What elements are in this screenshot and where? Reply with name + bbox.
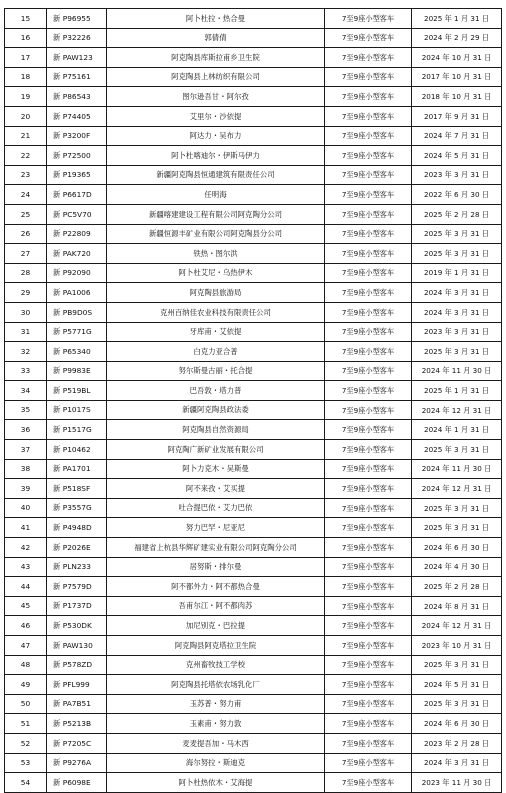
expiry-date-cell: 2025 年 3 月 31 日 bbox=[412, 440, 502, 460]
plate-number-cell: 新 P6098E bbox=[47, 773, 107, 793]
expiry-date-cell: 2023 年 3 月 31 日 bbox=[412, 165, 502, 185]
vehicle-type-cell: 7至9座小型客车 bbox=[325, 146, 412, 166]
expiry-date-cell: 2025 年 3 月 31 日 bbox=[412, 518, 502, 538]
expiry-date-cell: 2023 年 2 月 28 日 bbox=[412, 733, 502, 753]
vehicle-type-cell: 7至9座小型客车 bbox=[325, 773, 412, 793]
vehicle-type-cell: 7至9座小型客车 bbox=[325, 538, 412, 558]
expiry-date-cell: 2025 年 3 月 31 日 bbox=[412, 694, 502, 714]
vehicle-type-cell: 7至9座小型客车 bbox=[325, 106, 412, 126]
plate-number-cell: 新 PAW130 bbox=[47, 636, 107, 656]
row-number-cell: 34 bbox=[5, 381, 47, 401]
expiry-date-cell: 2025 年 2 月 28 日 bbox=[412, 204, 502, 224]
plate-number-cell: 新 P3557G bbox=[47, 498, 107, 518]
row-number-cell: 26 bbox=[5, 224, 47, 244]
vehicle-type-cell: 7至9座小型客车 bbox=[325, 87, 412, 107]
table-row bbox=[5, 479, 502, 499]
table-row bbox=[5, 655, 502, 675]
table-row bbox=[5, 518, 502, 538]
table-row bbox=[5, 244, 502, 264]
owner-name-cell: 新疆喀建建设工程有限公司阿克陶分公司 bbox=[107, 204, 325, 224]
plate-number-cell: 新 PA1701 bbox=[47, 459, 107, 479]
owner-name-cell: 阿卜杜艾尼・乌热伊木 bbox=[107, 263, 325, 283]
table-row bbox=[5, 283, 502, 303]
owner-name-cell: 吐合提巴依・艾力巴依 bbox=[107, 498, 325, 518]
owner-name-cell: 阿克陶广新矿业发展有限公司 bbox=[107, 440, 325, 460]
owner-name-cell: 阿不都外力・阿不都热合曼 bbox=[107, 577, 325, 597]
row-number-cell: 44 bbox=[5, 577, 47, 597]
owner-name-cell: 图尔逊吾甘・阿尔孜 bbox=[107, 87, 325, 107]
owner-name-cell: 努尔斯曼古丽・托合提 bbox=[107, 361, 325, 381]
owner-name-cell: 加尼别克・巴拉提 bbox=[107, 616, 325, 636]
owner-name-cell: 阿不来孜・艾买提 bbox=[107, 479, 325, 499]
table-row bbox=[5, 126, 502, 146]
vehicle-type-cell: 7至9座小型客车 bbox=[325, 733, 412, 753]
row-number-cell: 20 bbox=[5, 106, 47, 126]
plate-number-cell: 新 P1517G bbox=[47, 420, 107, 440]
vehicle-type-cell: 7至9座小型客车 bbox=[325, 459, 412, 479]
plate-number-cell: 新 P530DK bbox=[47, 616, 107, 636]
owner-name-cell: 福建省上杭县华辉矿建实业有限公司阿克陶分公司 bbox=[107, 538, 325, 558]
row-number-cell: 25 bbox=[5, 204, 47, 224]
plate-number-cell: 新 P1017S bbox=[47, 400, 107, 420]
table-row bbox=[5, 733, 502, 753]
owner-name-cell: 白克力亚合普 bbox=[107, 342, 325, 362]
expiry-date-cell: 2025 年 1 月 31 日 bbox=[412, 381, 502, 401]
vehicle-type-cell: 7至9座小型客车 bbox=[325, 420, 412, 440]
owner-name-cell: 新疆阿克陶县政法委 bbox=[107, 400, 325, 420]
owner-name-cell: 阿克陶县阿克塔拉卫生院 bbox=[107, 636, 325, 656]
row-number-cell: 24 bbox=[5, 185, 47, 205]
table-row bbox=[5, 322, 502, 342]
plate-number-cell: 新 P74405 bbox=[47, 106, 107, 126]
row-number-cell: 18 bbox=[5, 67, 47, 87]
table-row bbox=[5, 420, 502, 440]
expiry-date-cell: 2018 年 10 月 31 日 bbox=[412, 87, 502, 107]
expiry-date-cell: 2024 年 3 月 31 日 bbox=[412, 302, 502, 322]
row-number-cell: 37 bbox=[5, 440, 47, 460]
table-row bbox=[5, 302, 502, 322]
table-row bbox=[5, 87, 502, 107]
owner-name-cell: 任明海 bbox=[107, 185, 325, 205]
vehicle-type-cell: 7至9座小型客车 bbox=[325, 753, 412, 773]
owner-name-cell: 阿卜杜热依木・艾海提 bbox=[107, 773, 325, 793]
owner-name-cell: 艾里尔・沙依提 bbox=[107, 106, 325, 126]
table-row bbox=[5, 48, 502, 68]
expiry-date-cell: 2024 年 4 月 30 日 bbox=[412, 557, 502, 577]
vehicle-type-cell: 7至9座小型客车 bbox=[325, 302, 412, 322]
table-row bbox=[5, 263, 502, 283]
vehicle-type-cell: 7至9座小型客车 bbox=[325, 322, 412, 342]
plate-number-cell: 新 P22809 bbox=[47, 224, 107, 244]
plate-number-cell: 新 P7579D bbox=[47, 577, 107, 597]
plate-number-cell: 新 P75161 bbox=[47, 67, 107, 87]
owner-name-cell: 努力巴罕・尼亚尼 bbox=[107, 518, 325, 538]
row-number-cell: 32 bbox=[5, 342, 47, 362]
plate-number-cell: 新 P519BL bbox=[47, 381, 107, 401]
owner-name-cell: 郭倩倩 bbox=[107, 28, 325, 48]
plate-number-cell: 新 P4948D bbox=[47, 518, 107, 538]
expiry-date-cell: 2023 年 11 月 30 日 bbox=[412, 773, 502, 793]
plate-number-cell: 新 P2026E bbox=[47, 538, 107, 558]
plate-number-cell: 新 P1737D bbox=[47, 596, 107, 616]
table-row bbox=[5, 400, 502, 420]
vehicle-type-cell: 7至9座小型客车 bbox=[325, 244, 412, 264]
vehicle-type-cell: 7至9座小型客车 bbox=[325, 400, 412, 420]
expiry-date-cell: 2023 年 10 月 31 日 bbox=[412, 636, 502, 656]
row-number-cell: 41 bbox=[5, 518, 47, 538]
table-row bbox=[5, 342, 502, 362]
plate-number-cell: 新 P6617D bbox=[47, 185, 107, 205]
owner-name-cell: 阿克陶县托塔依农场乳化厂 bbox=[107, 675, 325, 695]
row-number-cell: 43 bbox=[5, 557, 47, 577]
owner-name-cell: 巴吾敦・塔力普 bbox=[107, 381, 325, 401]
plate-number-cell: 新 P32226 bbox=[47, 28, 107, 48]
expiry-date-cell: 2023 年 3 月 31 日 bbox=[412, 322, 502, 342]
plate-number-cell: 新 P65340 bbox=[47, 342, 107, 362]
plate-number-cell: 新 PB9D0S bbox=[47, 302, 107, 322]
vehicle-type-cell: 7至9座小型客车 bbox=[325, 596, 412, 616]
owner-name-cell: 阿克陶县自然资源局 bbox=[107, 420, 325, 440]
vehicle-type-cell: 7至9座小型客车 bbox=[325, 381, 412, 401]
plate-number-cell: 新 P96955 bbox=[47, 9, 107, 29]
table-row bbox=[5, 753, 502, 773]
expiry-date-cell: 2017 年 10 月 31 日 bbox=[412, 67, 502, 87]
expiry-date-cell: 2022 年 6 月 30 日 bbox=[412, 185, 502, 205]
expiry-date-cell: 2024 年 12 月 31 日 bbox=[412, 479, 502, 499]
vehicle-type-cell: 7至9座小型客车 bbox=[325, 440, 412, 460]
table-row bbox=[5, 440, 502, 460]
owner-name-cell: 克州百纳佳农业科技有限责任公司 bbox=[107, 302, 325, 322]
vehicle-type-cell: 7至9座小型客车 bbox=[325, 616, 412, 636]
row-number-cell: 33 bbox=[5, 361, 47, 381]
plate-number-cell: 新 P518SF bbox=[47, 479, 107, 499]
vehicle-type-cell: 7至9座小型客车 bbox=[325, 577, 412, 597]
owner-name-cell: 铁热・图尔洪 bbox=[107, 244, 325, 264]
vehicle-type-cell: 7至9座小型客车 bbox=[325, 636, 412, 656]
expiry-date-cell: 2025 年 3 月 31 日 bbox=[412, 342, 502, 362]
table-row bbox=[5, 577, 502, 597]
vehicle-type-cell: 7至9座小型客车 bbox=[325, 67, 412, 87]
row-number-cell: 16 bbox=[5, 28, 47, 48]
vehicle-type-cell: 7至9座小型客车 bbox=[325, 126, 412, 146]
expiry-date-cell: 2024 年 11 月 30 日 bbox=[412, 361, 502, 381]
expiry-date-cell: 2024 年 12 月 31 日 bbox=[412, 400, 502, 420]
vehicle-type-cell: 7至9座小型客车 bbox=[325, 165, 412, 185]
vehicle-type-cell: 7至9座小型客车 bbox=[325, 518, 412, 538]
table-row bbox=[5, 146, 502, 166]
table-row bbox=[5, 498, 502, 518]
expiry-date-cell: 2024 年 3 月 31 日 bbox=[412, 283, 502, 303]
vehicle-type-cell: 7至9座小型客车 bbox=[325, 714, 412, 734]
row-number-cell: 27 bbox=[5, 244, 47, 264]
table-row bbox=[5, 165, 502, 185]
vehicle-type-cell: 7至9座小型客车 bbox=[325, 283, 412, 303]
row-number-cell: 52 bbox=[5, 733, 47, 753]
plate-number-cell: 新 P10462 bbox=[47, 440, 107, 460]
owner-name-cell: 麦麦提吾加・马木西 bbox=[107, 733, 325, 753]
expiry-date-cell: 2019 年 1 月 31 日 bbox=[412, 263, 502, 283]
table-row bbox=[5, 557, 502, 577]
owner-name-cell: 玉苏普・努力甫 bbox=[107, 694, 325, 714]
expiry-date-cell: 2024 年 10 月 31 日 bbox=[412, 48, 502, 68]
vehicle-type-cell: 7至9座小型客车 bbox=[325, 479, 412, 499]
expiry-date-cell: 2024 年 8 月 31 日 bbox=[412, 596, 502, 616]
vehicle-type-cell: 7至9座小型客车 bbox=[325, 185, 412, 205]
owner-name-cell: 居努斯・排尔曼 bbox=[107, 557, 325, 577]
expiry-date-cell: 2017 年 9 月 31 日 bbox=[412, 106, 502, 126]
vehicle-type-cell: 7至9座小型客车 bbox=[325, 28, 412, 48]
expiry-date-cell: 2024 年 5 月 31 日 bbox=[412, 675, 502, 695]
table-row bbox=[5, 106, 502, 126]
row-number-cell: 36 bbox=[5, 420, 47, 440]
plate-number-cell: 新 PAW123 bbox=[47, 48, 107, 68]
plate-number-cell: 新 P5771G bbox=[47, 322, 107, 342]
plate-number-cell: 新 P19365 bbox=[47, 165, 107, 185]
vehicle-type-cell: 7至9座小型客车 bbox=[325, 557, 412, 577]
row-number-cell: 45 bbox=[5, 596, 47, 616]
plate-number-cell: 新 P86543 bbox=[47, 87, 107, 107]
row-number-cell: 48 bbox=[5, 655, 47, 675]
plate-number-cell: 新 P9276A bbox=[47, 753, 107, 773]
row-number-cell: 53 bbox=[5, 753, 47, 773]
table-row bbox=[5, 361, 502, 381]
row-number-cell: 54 bbox=[5, 773, 47, 793]
owner-name-cell: 新疆阿克陶县恒通建筑有限责任公司 bbox=[107, 165, 325, 185]
vehicle-type-cell: 7至9座小型客车 bbox=[325, 224, 412, 244]
expiry-date-cell: 2024 年 6 月 30 日 bbox=[412, 538, 502, 558]
owner-name-cell: 牙库甫・艾依提 bbox=[107, 322, 325, 342]
owner-name-cell: 阿卜杜喀迪尔・伊斯马伊力 bbox=[107, 146, 325, 166]
table-row bbox=[5, 28, 502, 48]
expiry-date-cell: 2025 年 3 月 31 日 bbox=[412, 498, 502, 518]
vehicle-type-cell: 7至9座小型客车 bbox=[325, 263, 412, 283]
vehicle-type-cell: 7至9座小型客车 bbox=[325, 204, 412, 224]
owner-name-cell: 阿卜力克木・吴斯曼 bbox=[107, 459, 325, 479]
vehicle-type-cell: 7至9座小型客车 bbox=[325, 498, 412, 518]
table-row bbox=[5, 9, 502, 29]
plate-number-cell: 新 PAK720 bbox=[47, 244, 107, 264]
expiry-date-cell: 2024 年 3 月 31 日 bbox=[412, 753, 502, 773]
expiry-date-cell: 2024 年 5 月 31 日 bbox=[412, 146, 502, 166]
row-number-cell: 35 bbox=[5, 400, 47, 420]
row-number-cell: 28 bbox=[5, 263, 47, 283]
expiry-date-cell: 2025 年 3 月 31 日 bbox=[412, 655, 502, 675]
row-number-cell: 50 bbox=[5, 694, 47, 714]
owner-name-cell: 克州畜牧技工学校 bbox=[107, 655, 325, 675]
row-number-cell: 39 bbox=[5, 479, 47, 499]
plate-number-cell: 新 P5213B bbox=[47, 714, 107, 734]
row-number-cell: 46 bbox=[5, 616, 47, 636]
vehicle-type-cell: 7至9座小型客车 bbox=[325, 361, 412, 381]
table-row bbox=[5, 204, 502, 224]
table-row bbox=[5, 694, 502, 714]
plate-number-cell: 新 P3200F bbox=[47, 126, 107, 146]
row-number-cell: 51 bbox=[5, 714, 47, 734]
table-row bbox=[5, 616, 502, 636]
owner-name-cell: 阿克陶县上林纺织有限公司 bbox=[107, 67, 325, 87]
table-row bbox=[5, 596, 502, 616]
table-row bbox=[5, 538, 502, 558]
table-row bbox=[5, 636, 502, 656]
expiry-date-cell: 2024 年 6 月 30 日 bbox=[412, 714, 502, 734]
expiry-date-cell: 2024 年 12 月 31 日 bbox=[412, 616, 502, 636]
expiry-date-cell: 2024 年 2 月 29 日 bbox=[412, 28, 502, 48]
table-row bbox=[5, 381, 502, 401]
row-number-cell: 17 bbox=[5, 48, 47, 68]
expiry-date-cell: 2025 年 2 月 28 日 bbox=[412, 577, 502, 597]
owner-name-cell: 阿达力・吴布力 bbox=[107, 126, 325, 146]
row-number-cell: 19 bbox=[5, 87, 47, 107]
owner-name-cell: 吾甫尔江・阿不都肉苏 bbox=[107, 596, 325, 616]
table-row bbox=[5, 675, 502, 695]
vehicle-type-cell: 7至9座小型客车 bbox=[325, 9, 412, 29]
row-number-cell: 21 bbox=[5, 126, 47, 146]
plate-number-cell: 新 P9983E bbox=[47, 361, 107, 381]
row-number-cell: 30 bbox=[5, 302, 47, 322]
plate-number-cell: 新 P578ZD bbox=[47, 655, 107, 675]
owner-name-cell: 阿克陶县库斯拉甫乡卫生院 bbox=[107, 48, 325, 68]
expiry-date-cell: 2025 年 3 月 31 日 bbox=[412, 244, 502, 264]
table-row bbox=[5, 714, 502, 734]
vehicle-type-cell: 7至9座小型客车 bbox=[325, 694, 412, 714]
expiry-date-cell: 2024 年 11 月 30 日 bbox=[412, 459, 502, 479]
plate-number-cell: 新 PC5V70 bbox=[47, 204, 107, 224]
table-row bbox=[5, 185, 502, 205]
table-row bbox=[5, 224, 502, 244]
table-body bbox=[5, 9, 502, 793]
row-number-cell: 31 bbox=[5, 322, 47, 342]
expiry-date-cell: 2024 年 7 月 31 日 bbox=[412, 126, 502, 146]
vehicle-type-cell: 7至9座小型客车 bbox=[325, 655, 412, 675]
row-number-cell: 29 bbox=[5, 283, 47, 303]
table-row bbox=[5, 67, 502, 87]
plate-number-cell: 新 P92090 bbox=[47, 263, 107, 283]
vehicle-table bbox=[4, 8, 502, 793]
expiry-date-cell: 2024 年 1 月 31 日 bbox=[412, 420, 502, 440]
owner-name-cell: 阿克陶县旅游局 bbox=[107, 283, 325, 303]
plate-number-cell: 新 PFL999 bbox=[47, 675, 107, 695]
row-number-cell: 23 bbox=[5, 165, 47, 185]
plate-number-cell: 新 P72500 bbox=[47, 146, 107, 166]
row-number-cell: 15 bbox=[5, 9, 47, 29]
owner-name-cell: 海尔努拉・斯迪克 bbox=[107, 753, 325, 773]
vehicle-type-cell: 7至9座小型客车 bbox=[325, 342, 412, 362]
table-row bbox=[5, 459, 502, 479]
row-number-cell: 42 bbox=[5, 538, 47, 558]
plate-number-cell: 新 PLN233 bbox=[47, 557, 107, 577]
expiry-date-cell: 2025 年 3 月 31 日 bbox=[412, 224, 502, 244]
table-row bbox=[5, 773, 502, 793]
row-number-cell: 40 bbox=[5, 498, 47, 518]
vehicle-type-cell: 7至9座小型客车 bbox=[325, 48, 412, 68]
row-number-cell: 22 bbox=[5, 146, 47, 166]
plate-number-cell: 新 PA7B51 bbox=[47, 694, 107, 714]
plate-number-cell: 新 P7205C bbox=[47, 733, 107, 753]
row-number-cell: 47 bbox=[5, 636, 47, 656]
row-number-cell: 49 bbox=[5, 675, 47, 695]
row-number-cell: 38 bbox=[5, 459, 47, 479]
owner-name-cell: 玉素甫・努力敦 bbox=[107, 714, 325, 734]
vehicle-type-cell: 7至9座小型客车 bbox=[325, 675, 412, 695]
owner-name-cell: 阿卜杜拉・热合曼 bbox=[107, 9, 325, 29]
plate-number-cell: 新 PA1006 bbox=[47, 283, 107, 303]
owner-name-cell: 新疆恒源丰矿业有限公司阿克陶县分公司 bbox=[107, 224, 325, 244]
expiry-date-cell: 2025 年 1 月 31 日 bbox=[412, 9, 502, 29]
